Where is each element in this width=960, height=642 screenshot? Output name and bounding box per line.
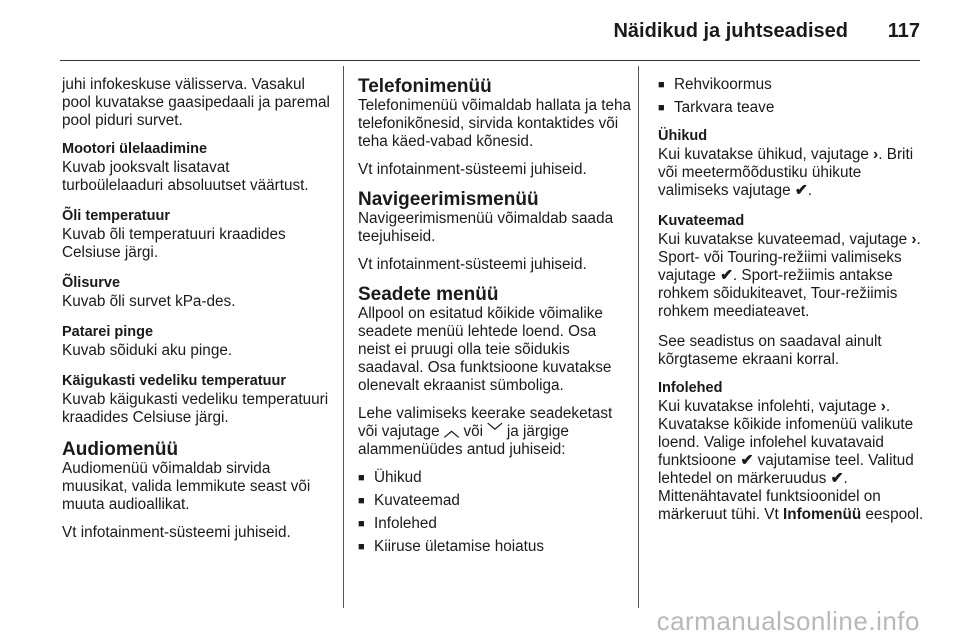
chevron-down-icon: ﹀ — [487, 423, 503, 440]
themes-title: Kuvateemad — [658, 213, 745, 229]
phone-ref: Vt infotainment-süsteemi juhiseid. — [358, 161, 587, 178]
column-3 — [658, 76, 930, 536]
nav-text: Navigeerimismenüü võimaldab saada teejuhiseid. — [358, 210, 614, 245]
gearbox-text: Kuvab käigukasti vedeliku temperatuuri kraadides Celsiuse järgi. — [62, 391, 329, 426]
list-item: ■ Kuvateemad — [358, 492, 460, 509]
column-2 — [358, 76, 632, 566]
audio-text: Audiomenüü võimaldab sirvida muusikat, valida lemmikute seast või muuta audioallikat. — [62, 460, 311, 513]
units-title: Ühikud — [658, 128, 708, 144]
settings-section — [358, 284, 632, 556]
list-item: ■ Infolehed — [358, 515, 437, 532]
intro-text: juhi infokeskuse välisserva. Vasakul pool kuvatakse gaasipedaali ja paremal pool piduri survet. — [62, 76, 330, 129]
check-icon: ✔ — [794, 182, 808, 199]
bullet-icon: ■ — [658, 102, 665, 114]
audio-heading: Audiomenüü — [62, 439, 179, 460]
chapter-title: Näidikud ja juhtseadised — [613, 20, 848, 42]
page-header — [0, 0, 960, 62]
check-icon: ✔ — [720, 267, 733, 284]
list-item: ■ Tarkvara teave — [658, 99, 775, 116]
chevron-up-icon: ︿ — [443, 423, 460, 440]
list-item: ■ Rehvikoormus — [658, 76, 772, 93]
column-divider — [343, 66, 344, 608]
phone-text: Telefonimenüü võimaldab hallata ja teha telefonikõnesid, sirvida kontaktides või teha käed-vabad kõnesid. — [358, 97, 631, 150]
settings-list — [358, 469, 632, 556]
audio-ref: Vt infotainment-süsteemi juhiseid. — [62, 524, 291, 541]
check-icon: ✔ — [740, 452, 754, 469]
watermark: carmanualsonline.info — [656, 606, 920, 636]
gearbox-section — [62, 372, 334, 427]
header-rule — [60, 60, 920, 61]
bullet-icon: ■ — [658, 79, 665, 91]
settings-instr-a: Lehe valimiseks keerake seadeketast või vajutage — [358, 405, 613, 440]
battery-section — [62, 323, 334, 360]
column-1 — [62, 76, 334, 552]
oiltemp-section — [62, 207, 334, 262]
nav-ref: Vt infotainment-süsteemi juhiseid. — [358, 256, 587, 273]
battery-text: Kuvab sõiduki aku pinge. — [62, 342, 233, 359]
oilpress-title: Õlisurve — [62, 275, 121, 291]
nav-section — [358, 189, 632, 274]
bullet-icon: ■ — [358, 495, 365, 507]
settings-list-cont — [658, 76, 930, 117]
gearbox-title: Käigukasti vedeliku temperatuur — [62, 373, 287, 389]
list-item: ■ Kiiruse ületamise hoiatus — [358, 538, 545, 555]
nav-heading: Navigeerimismenüü — [358, 189, 539, 210]
settings-instructions — [358, 405, 632, 459]
bullet-icon: ■ — [358, 541, 365, 553]
column-divider — [638, 66, 639, 608]
boost-section — [62, 140, 334, 195]
units-section: Ühikud Kui kuvatakse ühikud, vajutage ›. Briti või meetermõõdustiku ühikute valimiseks vajutage ✔. — [658, 127, 930, 200]
audio-section — [62, 439, 334, 542]
info-menu-link: Infomenüü — [782, 506, 862, 523]
phone-heading: Telefonimenüü — [358, 76, 492, 97]
bullet-icon: ■ — [358, 518, 365, 530]
chevron-right-icon: › — [880, 398, 886, 415]
settings-heading: Seadete menüü — [358, 284, 499, 305]
chevron-right-icon: › — [873, 146, 879, 163]
settings-instr-c: ja järgige alammenüüdes antud juhiseid: — [358, 423, 569, 458]
info-section: Infolehed Kui kuvatakse infolehti, vajutage ›. Kuvatakse kõikide infomenüü valikute loend. Valige infolehel kuvatavaid funktsioone ✔ vajutamise teel. Valitud lehtedel on märkeruudus ✔. Mittenähtavatel funktsioonidel on märkeruut tühi. Vt Infomenüü eespool. — [658, 379, 930, 524]
oiltemp-text: Kuvab õli temperatuuri kraadides Celsiuse järgi. — [62, 226, 286, 261]
check-icon: ✔ — [830, 470, 844, 487]
boost-title: Mootori ülelaadimine — [62, 141, 208, 157]
phone-section — [358, 76, 632, 179]
oiltemp-title: Õli temperatuur — [62, 208, 170, 224]
oilpress-section — [62, 274, 334, 311]
page-number: 117 — [887, 20, 920, 42]
bullet-icon: ■ — [358, 472, 365, 484]
settings-text: Allpool on esitatud kõikide võimalike seadete menüü lehtede loend. Osa neist ei pruugi olla teie sõidukis saadaval. Osa funktsioone kuvatakse olenevalt ekraanist sümboliga. — [358, 305, 612, 394]
settings-instr-b: või — [463, 423, 484, 440]
info-title: Infolehed — [658, 380, 723, 396]
boost-text: Kuvab jooksvalt lisatavat turboülelaaduri absoluutset väärtust. — [62, 159, 309, 194]
battery-title: Patarei pinge — [62, 324, 154, 340]
themes-note: See seadistus on saadaval ainult kõrgtaseme ekraani korral. — [658, 333, 882, 368]
themes-section: Kuvateemad Kui kuvatakse kuvateemad, vajutage ›. Sport- või Touring-režiimi valimiseks vajutage ✔. Sport-režiimis antakse rohkem sõidukiteavet, Tour-režiimis rohkem meediateavet. — [658, 212, 930, 321]
chevron-right-icon: › — [911, 231, 917, 248]
list-item: ■ Ühikud — [358, 469, 422, 486]
oilpress-text: Kuvab õli survet kPa-des. — [62, 293, 236, 310]
